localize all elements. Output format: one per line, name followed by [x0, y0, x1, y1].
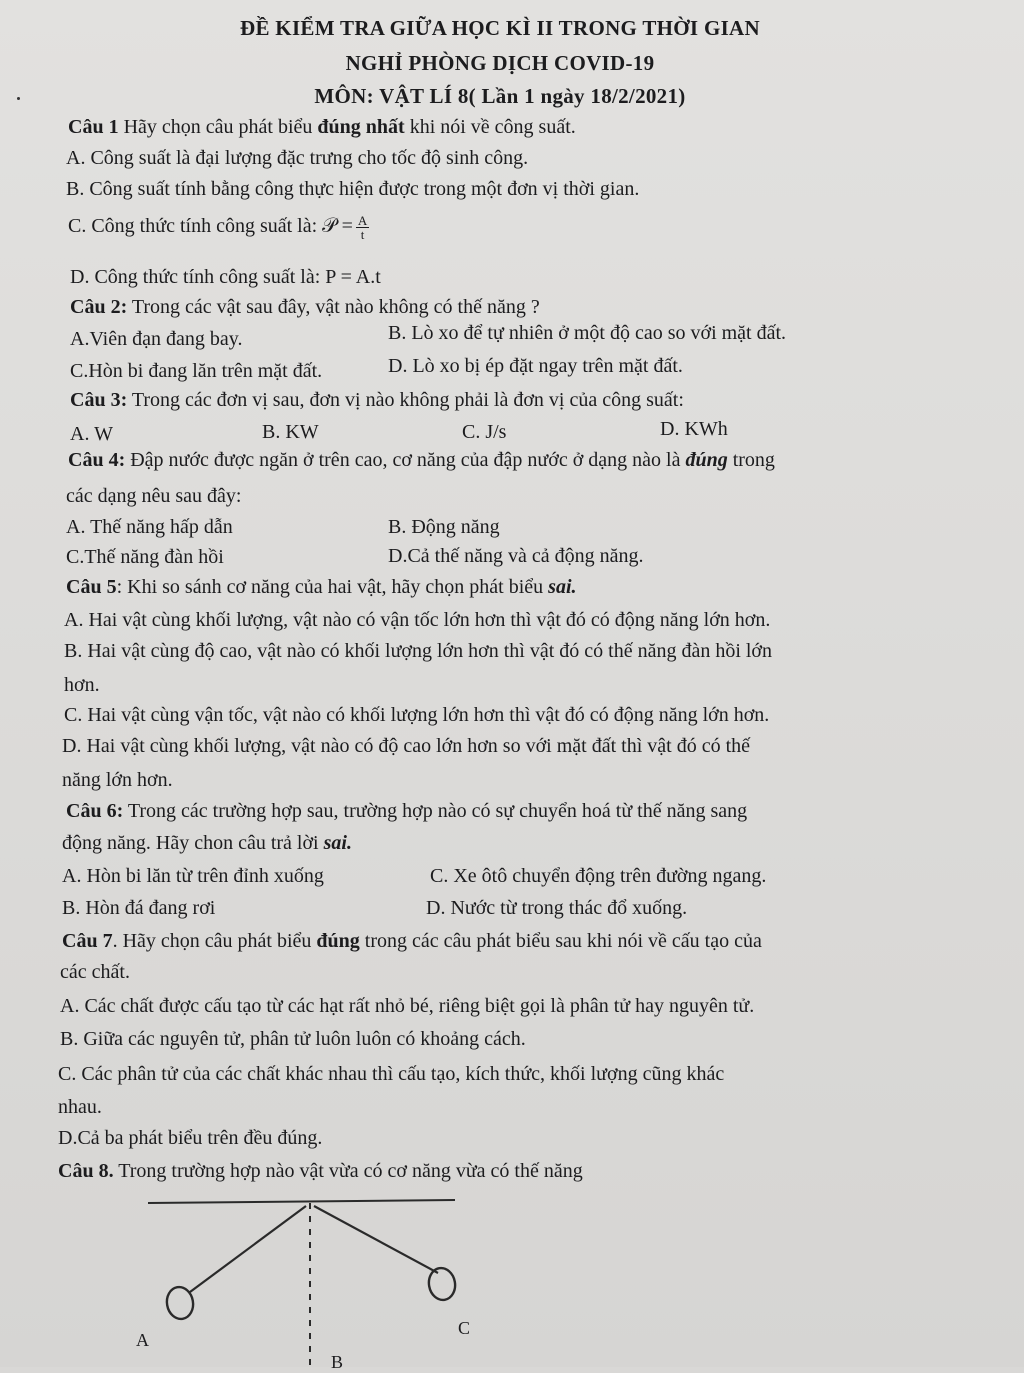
header-line-2: NGHỈ PHÒNG DỊCH COVID-19: [345, 51, 655, 75]
q2-label: Câu 2:: [70, 296, 128, 318]
q5-stem-text: : Khi so sánh cơ năng của hai vật, hãy chọn phát biểu: [116, 576, 549, 598]
q8-stem-text: Trong trường hợp nào vật vừa có cơ năng vừa có thế năng: [113, 1160, 583, 1182]
q7-option-c-line-2: nhau.: [58, 1096, 102, 1118]
q6-option-b: B. Hòn đá đang rơi: [62, 897, 216, 919]
q8-label: Câu 8.: [58, 1160, 114, 1182]
header-line-1: ĐỀ KIỂM TRA GIỮA HỌC KÌ II TRONG THỜI GIAN: [239, 16, 760, 40]
q6-stem-bold: sai.: [323, 832, 352, 854]
q1-stem-bold: đúng nhất: [317, 116, 405, 138]
q1-option-c-text: C. Công thức tính công suất là: 𝒫 =: [68, 215, 353, 238]
q5-label: Câu 5: [66, 576, 117, 598]
q1-option-b: B. Công suất tính bằng công thực hiện được trong một đơn vị thời gian.: [66, 178, 640, 200]
q2-option-a: A.Viên đạn đang bay.: [70, 328, 243, 350]
q5-option-c: C. Hai vật cùng vận tốc, vật nào có khối lượng lớn hơn thì vật đó có động năng lớn hơn.: [64, 704, 770, 726]
label-b: B: [331, 1352, 344, 1372]
q1-option-d: D. Công thức tính công suất là: P = A.t: [70, 266, 381, 288]
q3-option-b: B. KW: [262, 421, 319, 443]
q6-label: Câu 6:: [66, 800, 124, 822]
q4-stem-text-c: trong: [727, 449, 775, 471]
q1-option-a: A. Công suất là đại lượng đặc trưng cho tốc độ sinh công.: [66, 147, 529, 169]
q3-stem-text: Trong các đơn vị sau, đơn vị nào không phải là đơn vị của công suất:: [127, 389, 684, 411]
string-to-a: [190, 1206, 306, 1292]
q5-option-b-line-2: hơn.: [64, 674, 100, 696]
q7-stem-bold: đúng: [316, 930, 360, 952]
q6-stem-text: Trong các trường hợp sau, trường hợp nào có sự chuyển hoá từ thế năng sang: [123, 800, 748, 822]
q1-stem-text-c: khi nói về công suất.: [404, 116, 576, 138]
q3-label: Câu 3:: [70, 389, 128, 411]
q1-label: Câu 1: [68, 116, 119, 138]
q5-option-b-line-1: B. Hai vật cùng độ cao, vật nào có khối lượng lớn hơn thì vật đó có thế năng đàn hồi lớn: [64, 640, 773, 662]
q6-option-a: A. Hòn bi lăn từ trên đỉnh xuống: [62, 865, 324, 887]
q2-option-c: C.Hòn bi đang lăn trên mặt đất.: [70, 360, 323, 382]
q7-stem-text-a: . Hãy chọn câu phát biểu: [112, 930, 317, 952]
q7-stem-line-2: các chất.: [60, 961, 130, 983]
q7-option-b: B. Giữa các nguyên tử, phân tử luôn luôn có khoảng cách.: [60, 1028, 526, 1050]
label-c: C: [458, 1318, 471, 1338]
q2-stem-text: Trong các vật sau đây, vật nào không có thế năng ?: [127, 296, 540, 318]
q2-option-b: B. Lò xo để tự nhiên ở một độ cao so với mặt đất.: [388, 322, 787, 344]
q7-option-a: A. Các chất được cấu tạo từ các hạt rất nhỏ bé, riêng biệt gọi là phân tử hay nguyên tử.: [60, 995, 755, 1017]
q3-option-c: C. J/s: [462, 421, 507, 443]
q4-option-d: D.Cả thế năng và cả động năng.: [388, 545, 644, 567]
string-to-c: [314, 1206, 438, 1273]
q5-option-d-line-1: D. Hai vật cùng khối lượng, vật nào có độ cao lớn hơn so với mặt đất thì vật đó có thế: [62, 735, 751, 757]
q7-stem-text-c: trong các câu phát biểu sau khi nói về cấu tạo của: [359, 930, 762, 952]
q4-stem-text-a: Đập nước được ngăn ở trên cao, cơ năng của đập nước ở dạng nào là: [125, 449, 686, 471]
q4-label: Câu 4:: [68, 449, 126, 471]
q3-option-d: D. KWh: [660, 418, 728, 440]
q6-stem-line-2-text: động năng. Hãy chon câu trả lời: [62, 832, 324, 854]
q3-option-a: A. W: [70, 423, 113, 445]
q4-option-b: B. Động năng: [388, 516, 500, 538]
support-beam: [148, 1200, 455, 1203]
fraction-denominator: t: [360, 227, 365, 242]
q7-label: Câu 7: [62, 930, 113, 952]
q4-option-a: A. Thế năng hấp dẫn: [66, 516, 233, 538]
q7-option-d: D.Cả ba phát biểu trên đều đúng.: [58, 1127, 323, 1149]
header-line-3: MÔN: VẬT LÍ 8( Lần 1 ngày 18/2/2021): [314, 84, 686, 108]
q4-option-c: C.Thế năng đàn hồi: [66, 546, 224, 568]
q5-option-a: A. Hai vật cùng khối lượng, vật nào có vận tốc lớn hơn thì vật đó có động năng lớn hơn.: [64, 609, 771, 631]
q5-option-d-line-2: năng lớn hơn.: [62, 769, 173, 791]
fraction-numerator: A: [357, 213, 368, 228]
q4-stem-line-2: các dạng nêu sau đây:: [66, 485, 242, 507]
q2-option-d: D. Lò xo bị ép đặt ngay trên mặt đất.: [388, 355, 683, 377]
label-a: A: [136, 1330, 149, 1350]
q7-option-c-line-1: C. Các phân tử của các chất khác nhau thì cấu tạo, kích thức, khối lượng cũng khác: [58, 1063, 725, 1085]
q6-option-c: C. Xe ôtô chuyển động trên đường ngang.: [430, 865, 767, 887]
bob-c: [426, 1266, 457, 1302]
q6-option-d: D. Nước từ trong thác đổ xuống.: [426, 897, 688, 919]
q1-stem-text-a: Hãy chọn câu phát biểu: [118, 116, 318, 138]
q4-stem-bold: đúng: [685, 449, 728, 471]
q5-stem-bold: sai.: [548, 576, 577, 598]
